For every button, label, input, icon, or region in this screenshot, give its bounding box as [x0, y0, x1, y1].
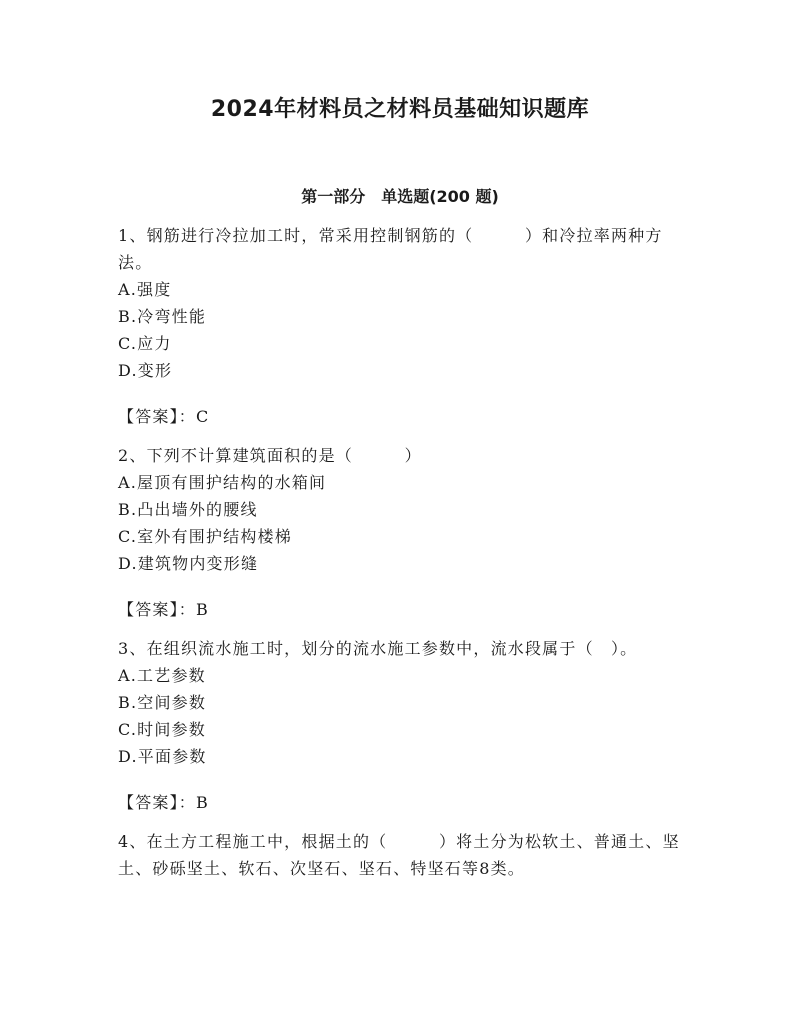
section-name: 单选题(200 题): [381, 187, 499, 206]
document-title: 2024年材料员之材料员基础知识题库: [210, 97, 590, 122]
question-2: [118, 442, 683, 623]
option-d: D.变形: [118, 361, 173, 380]
option-a: A.工艺参数: [118, 666, 206, 685]
option-c: C.室外有围护结构楼梯: [118, 527, 292, 546]
option-b: B.凸出墙外的腰线: [118, 500, 258, 519]
answer: 【答案】：B: [118, 600, 209, 619]
option-b: B.冷弯性能: [118, 307, 207, 326]
question-3: [118, 635, 683, 816]
option-c: C.时间参数: [118, 720, 206, 739]
question-stem: 1、钢筋进行冷拉加工时，常采用控制钢筋的（ ）和冷拉率两种方法。: [118, 226, 663, 272]
question-stem: 4、在土方工程施工中，根据土的（ ）将土分为松软土、普通土、坚土、砂砾坚土、软石、次坚石、坚石、特坚石等8类。: [118, 832, 680, 878]
question-4: [118, 828, 683, 882]
section-part: 第一部分: [301, 187, 366, 206]
answer: 【答案】：B: [118, 793, 209, 812]
section-title: [0, 184, 800, 207]
option-a: A.屋顶有围护结构的水箱间: [118, 473, 327, 492]
answer: 【答案】：C: [118, 407, 210, 426]
question-stem: 3、在组织流水施工时，划分的流水施工参数中，流水段属于（ ）。: [118, 639, 638, 658]
option-d: D.平面参数: [118, 747, 207, 766]
question-stem: 2、下列不计算建筑面积的是（ ）: [118, 446, 422, 465]
question-list: [118, 222, 683, 882]
question-1: [118, 222, 683, 430]
option-c: C.应力: [118, 334, 172, 353]
option-a: A.强度: [118, 280, 172, 299]
option-d: D.建筑物内变形缝: [118, 554, 259, 573]
option-b: B.空间参数: [118, 693, 207, 712]
